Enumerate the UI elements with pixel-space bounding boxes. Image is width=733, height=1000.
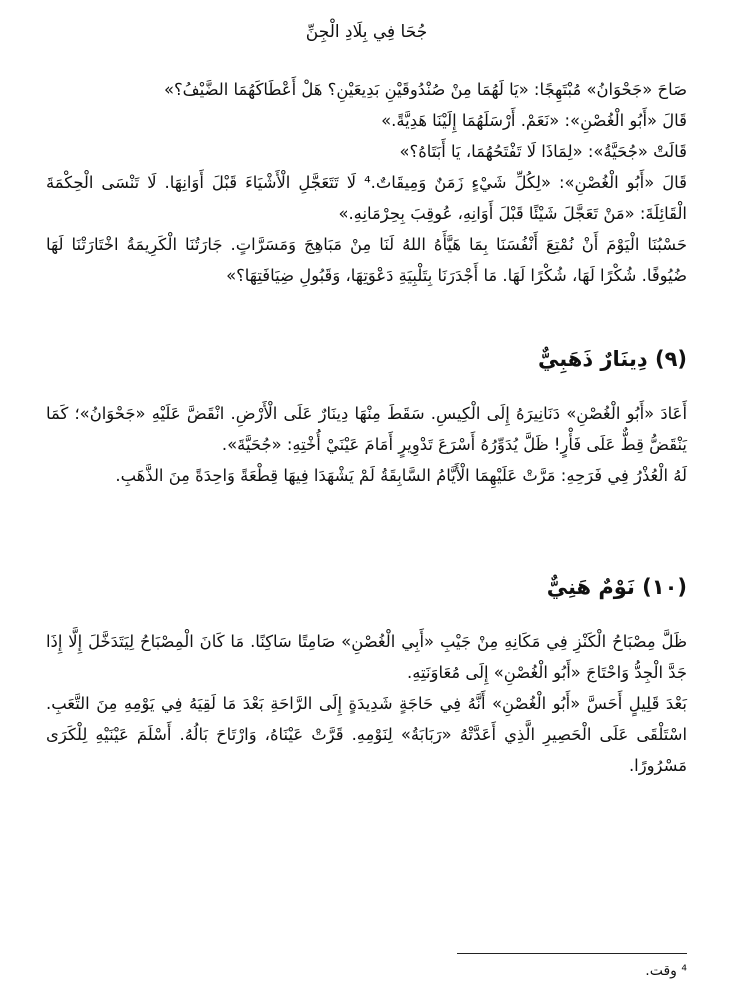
body-paragraph: قَالَ «أَبُو الْغُصْنِ»: «نَعَمْ. أَرْسَلَهُمَا إِلَيْنَا هَدِيَّةً.» <box>381 111 687 130</box>
body-paragraph: أَعَادَ «أَبُو الْغُصْنِ» دَنَانِيرَهُ إِلَى الْكِيسِ. سَقَطَ مِنْهَا دِينَارٌ عَلَى الْأَرْضِ. انْقَضَّ عَلَيْهِ «جَحْوَانُ»؛ كَمَا يَنْقَضُّ قِطٌّ عَلَى فَأْرٍ! ظَلَّ يُدَوِّرُهُ أَسْرَعَ تَدْوِيرٍ أَمَامَ عَيْنَيْ أُخْتِهِ: «جُحَيَّةَ». <box>46 404 687 454</box>
intro-dialogue-section <box>46 74 687 291</box>
footnote-divider <box>457 953 687 954</box>
body-paragraph: قَالَ «أَبُو الْغُصْنِ»: «لِكُلِّ شَيْءٍ زَمَنٌ وَمِيقَاتٌ.⁴ لَا تَتَعَجَّلِ الْأَشْيَاءَ قَبْلَ أَوَانِهَا. لَا تَنْسَى الْحِكْمَةَ الْقَائِلَةَ: «مَنْ تَعَجَّلَ شَيْئًا قَبْلَ أَوَانِهِ، عُوقِبَ بِحِرْمَانِهِ.» <box>46 173 687 223</box>
body-paragraph: بَعْدَ قَلِيلٍ أَحَسَّ «أَبُو الْغُصْنِ» أَنَّهُ فِي حَاجَةٍ شَدِيدَةٍ إِلَى الرَّاحَةِ بَعْدَ مَا لَقِيَهُ فِي يَوْمِهِ مِنَ التَّعَبِ. اسْتَلْقَى عَلَى الْحَصِيرِ الَّذِي أَعَدَّتْهُ «رَبَابَةُ» لِنَوْمِهِ. قَرَّتْ عَيْنَاهُ، وَارْتَاحَ بَالُهُ. أَسْلَمَ عَيْنَيْهِ لِلْكَرَى مَسْرُورًا. <box>46 694 687 775</box>
footnote: ⁴ وقت. <box>645 963 687 979</box>
body-paragraph: لَهُ الْعُذْرُ فِي فَرَحِهِ: مَرَّتْ عَلَيْهِمَا الْأَيَّامُ السَّابِقَةُ لَمْ يَشْهَدَا فِيهَا قِطْعَةً وَاحِدَةً مِنَ الذَّهَبِ. <box>115 466 687 485</box>
section-9-body <box>46 398 687 491</box>
section-10-body <box>46 626 687 781</box>
body-paragraph: ظَلَّ مِصْبَاحُ الْكَنْزِ فِي مَكَانِهِ مِنْ جَيْبِ «أَبِي الْغُصْنِ» صَامِتًا سَاكِنًا. مَا كَانَ الْمِصْبَاحُ لِيَتَدَخَّلَ إِلَّا إِذَا جَدَّ الْجِدُّ وَاحْتَاجَ «أَبُو الْغُصْنِ» إِلَى مُعَاوَنَتِهِ. <box>46 632 687 682</box>
running-header-title: جُحَا فِي بِلَادِ الْجِنِّ <box>305 22 428 42</box>
body-paragraph: قَالَتْ «جُحَيَّةُ»: «لِمَاذَا لَا تَفْتَحُهُمَا، يَا أَبَتَاهُ؟» <box>399 142 687 161</box>
section-10-heading: (١٠) نَوْمٌ هَنِيٌّ <box>546 575 687 599</box>
section-9-heading: (٩) دِينَارٌ ذَهَبِيٌّ <box>537 347 687 371</box>
body-paragraph: حَسْبُنَا الْيَوْمَ أَنْ نُمْتِعَ أَنْفُسَنَا بِمَا هَيَّأَهُ اللهُ لَنَا مِنْ مَبَاهِجَ وَمَسَرَّاتٍ. جَارَتُنَا الْكَرِيمَةُ اخْتَارَتْنَا لَهَا ضُيُوفًا. شُكْرًا لَهَا، شُكْرًا لَهَا. مَا أَجْدَرَنَا بِتَلْبِيَةِ دَعْوَتِهَا، وَقَبُولِ ضِيَافَتِهَا؟» <box>46 235 687 285</box>
body-paragraph: صَاحَ «جَحْوَانُ» مُبْتَهِجًا: «يَا لَهُمَا مِنْ صُنْدُوقَيْنِ بَدِيعَيْنِ؟ هَلْ أَعْطَاكَهُمَا الضَّيْفُ؟» <box>163 80 687 99</box>
